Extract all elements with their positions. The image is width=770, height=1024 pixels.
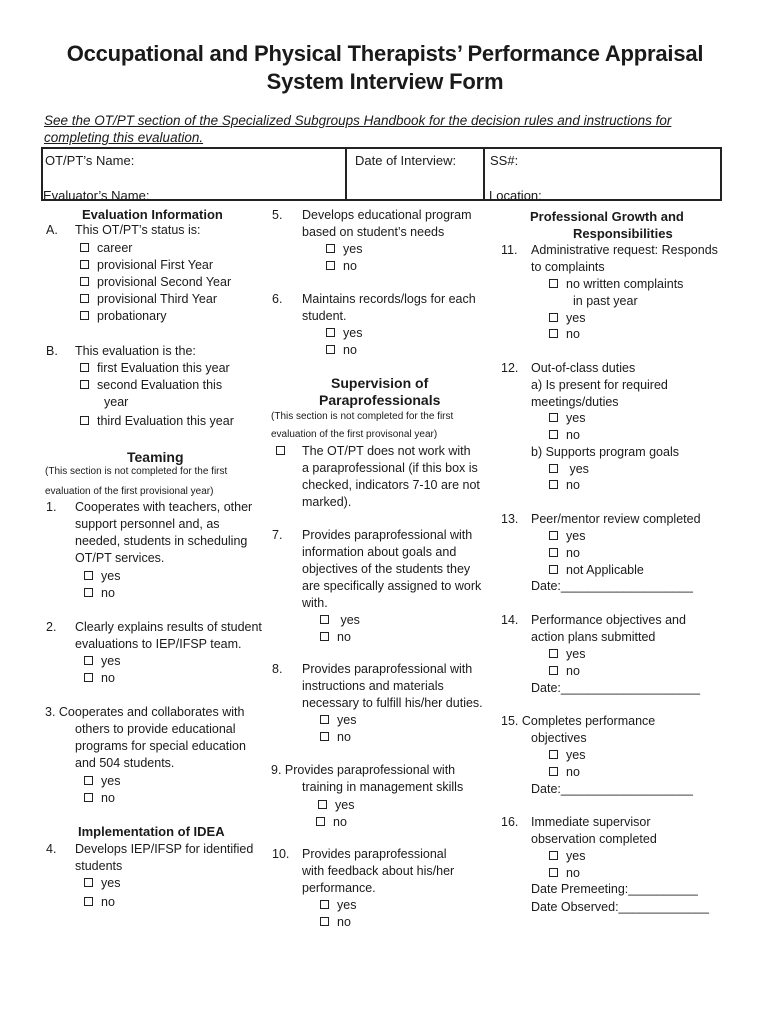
question-7-text: Provides paraprofessional with (302, 528, 473, 542)
item-number: 2. (46, 620, 57, 634)
checkbox[interactable] (84, 776, 93, 785)
question-1-text: support personnel and, as (75, 517, 220, 531)
no-paraprofessional-text: The OT/PT does not work with (302, 444, 471, 458)
question-5-text: Develops educational program (302, 208, 472, 222)
status-option-probationary[interactable]: probationary (80, 308, 167, 325)
item-number: A. (46, 223, 58, 237)
checkbox[interactable] (549, 480, 558, 489)
question-15-text: objectives (531, 731, 587, 745)
checkbox[interactable] (320, 900, 329, 909)
checkbox[interactable] (318, 800, 327, 809)
checkbox[interactable] (549, 767, 558, 776)
question-16-text: observation completed (531, 832, 657, 846)
question-11-text: Administrative request: Responds (531, 243, 718, 257)
checkbox[interactable] (80, 363, 89, 372)
question-16-no[interactable]: no (549, 865, 580, 882)
question-10-text: with feedback about his/her (302, 864, 455, 878)
supervision-note: evaluation of the first provisonal year) (271, 429, 438, 440)
question-2-no[interactable]: no (84, 670, 115, 687)
question-9-no[interactable]: no (316, 814, 347, 831)
question-6-text: student. (302, 309, 347, 323)
ss-number-label: SS#: (490, 153, 519, 168)
professional-growth-heading: Professional Growth and (530, 209, 684, 224)
question-3-yes[interactable]: yes (84, 773, 120, 790)
professional-growth-heading: Responsibilities (573, 226, 673, 241)
checkbox[interactable] (276, 446, 285, 455)
checkbox[interactable] (320, 715, 329, 724)
question-5-yes[interactable]: yes (326, 241, 362, 258)
question-15-yes[interactable]: yes (549, 747, 585, 764)
checkbox[interactable] (84, 571, 93, 580)
status-option-third-year[interactable]: provisional Third Year (80, 291, 217, 308)
status-option-second-year[interactable]: provisional Second Year (80, 274, 231, 291)
item-number: 14. (501, 613, 519, 627)
instructions-text: See the OT/PT section of the Specialized Subgroups Handbook for the decision rules and instructions for completing this evaluation. (44, 113, 672, 145)
evaluator-name-label: Evaluator’s Name: (43, 188, 150, 203)
no-paraprofessional-text: a paraprofessional (if this box is (302, 461, 478, 475)
checkbox[interactable] (84, 897, 93, 906)
location-label: Location: (489, 188, 542, 203)
checkbox[interactable] (326, 261, 335, 270)
question-13-text: Peer/mentor review completed (531, 512, 701, 526)
second-evaluation-option[interactable]: second Evaluation this (80, 377, 222, 394)
question-16-yes[interactable]: yes (549, 848, 585, 865)
item-number: 10. (272, 847, 290, 861)
question-11-no[interactable]: no (549, 326, 580, 343)
checkbox[interactable] (84, 673, 93, 682)
question-7-text: objectives of the students they (302, 562, 471, 576)
question-8-text: instructions and materials (302, 679, 444, 693)
checkbox[interactable] (326, 345, 335, 354)
checkbox[interactable] (549, 548, 558, 557)
item-number: 13. (501, 512, 519, 526)
checkbox[interactable] (80, 416, 89, 425)
question-12-text: Out-of-class duties (531, 361, 636, 375)
no-paraprofessional-text: checked, indicators 7-10 are not (302, 478, 480, 492)
item-number: 1. (46, 500, 57, 514)
question-12a-no[interactable]: no (549, 427, 580, 444)
question-7-text: with. (302, 596, 328, 610)
checkbox[interactable] (549, 868, 558, 877)
checkbox[interactable] (549, 531, 558, 540)
question-15-text: 15. Completes performance (501, 714, 656, 728)
date-of-interview-label: Date of Interview: (355, 153, 457, 168)
checkbox[interactable] (549, 851, 558, 860)
status-question: This OT/PT’s status is: (75, 223, 201, 237)
checkbox[interactable] (84, 878, 93, 887)
question-15-date-field[interactable]: Date:___________________ (531, 782, 693, 796)
question-11-text: to complaints (531, 260, 605, 274)
question-3-text: and 504 students. (75, 756, 175, 770)
checkbox[interactable] (320, 632, 329, 641)
question-14-no[interactable]: no (549, 663, 580, 680)
question-3-text: 3. Cooperates and collaborates with (45, 705, 245, 719)
divider (483, 149, 485, 199)
checkbox[interactable] (80, 311, 89, 320)
question-13-yes[interactable]: yes (549, 528, 585, 545)
item-number: 5. (272, 208, 283, 222)
question-11-yes[interactable]: yes (549, 310, 585, 327)
question-4-text: students (75, 859, 123, 873)
question-1-no[interactable]: no (84, 585, 115, 602)
checkbox[interactable] (549, 565, 558, 574)
checkbox[interactable] (326, 328, 335, 337)
question-10-yes[interactable]: yes (320, 897, 356, 914)
date-premeeting-field[interactable]: Date Premeeting:__________ (531, 882, 698, 896)
no-written-complaints-option[interactable]: no written complaints (549, 276, 683, 293)
question-3-text: programs for special education (75, 739, 246, 753)
supervision-heading: Supervision of (331, 375, 429, 391)
checkbox[interactable] (320, 615, 329, 624)
status-option-career[interactable]: career (80, 240, 132, 257)
checkbox[interactable] (320, 732, 329, 741)
question-2-text: evaluations to IEP/IFSP team. (75, 637, 242, 651)
item-number: 4. (46, 842, 57, 856)
supervision-note: (This section is not completed for the first (271, 411, 454, 422)
question-10-text: Provides paraprofessional (302, 847, 447, 861)
checkbox[interactable] (549, 313, 558, 322)
item-number: 11. (501, 243, 518, 257)
checkbox[interactable] (80, 277, 89, 286)
teaming-heading: Teaming (127, 449, 184, 465)
question-6-text: Maintains records/logs for each (302, 292, 476, 306)
question-10-text: performance. (302, 881, 376, 895)
checkbox[interactable] (80, 260, 89, 269)
question-8-yes[interactable]: yes (320, 712, 356, 729)
no-paraprofessional-option[interactable] (276, 443, 293, 460)
checkbox[interactable] (80, 243, 89, 252)
question-5-no[interactable]: no (326, 258, 357, 275)
teaming-note: evaluation of the first provisional year) (45, 486, 214, 497)
item-number: B. (46, 344, 58, 358)
question-7-text: information about goals and (302, 545, 457, 559)
question-14-text: Performance objectives and (531, 613, 686, 627)
question-8-text: necessary to fulfill his/her duties. (302, 696, 483, 710)
question-14-yes[interactable]: yes (549, 646, 585, 663)
question-3-no[interactable]: no (84, 790, 115, 807)
checkbox[interactable] (549, 430, 558, 439)
implementation-of-idea-heading: Implementation of IDEA (78, 824, 225, 839)
form-title: Occupational and Physical Therapists’ Performance Appraisal System Interview Form (66, 41, 704, 94)
checkbox[interactable] (84, 793, 93, 802)
question-10-no[interactable]: no (320, 914, 351, 931)
checkbox[interactable] (549, 464, 558, 473)
question-9-yes[interactable]: yes (318, 797, 354, 814)
question-6-no[interactable]: no (326, 342, 357, 359)
question-7-no[interactable]: no (320, 629, 351, 646)
item-number: 16. (501, 815, 519, 829)
checkbox[interactable] (549, 666, 558, 675)
question-12a-text: a) Is present for required (531, 378, 668, 392)
question-12b-yes[interactable]: yes (549, 461, 589, 478)
evaluation-information-heading: Evaluation Information (82, 207, 223, 222)
question-15-no[interactable]: no (549, 764, 580, 781)
divider (345, 149, 347, 199)
question-13-date-field[interactable]: Date:___________________ (531, 579, 693, 593)
option-continuation: year (104, 395, 129, 409)
question-1-text: Cooperates with teachers, other (75, 500, 253, 514)
question-8-no[interactable]: no (320, 729, 351, 746)
date-observed-field[interactable]: Date Observed:_____________ (531, 900, 709, 914)
question-1-text: OT/PT services. (75, 551, 165, 565)
item-number: 8. (272, 662, 283, 676)
checkbox[interactable] (549, 329, 558, 338)
checkbox[interactable] (549, 279, 558, 288)
question-13-not-applicable[interactable]: not Applicable (549, 562, 644, 579)
question-1-yes[interactable]: yes (84, 568, 120, 585)
question-6-yes[interactable]: yes (326, 325, 362, 342)
question-4-text: Develops IEP/IFSP for identified (75, 842, 254, 856)
supervision-heading: Paraprofessionals (319, 392, 441, 408)
question-12b-no[interactable]: no (549, 477, 580, 494)
question-12b-text: b) Supports program goals (531, 445, 679, 459)
checkbox[interactable] (84, 656, 93, 665)
question-4-no[interactable]: no (84, 894, 115, 911)
item-number: 7. (272, 528, 283, 542)
question-16-text: Immediate supervisor (531, 815, 651, 829)
question-1-text: needed, students in scheduling (75, 534, 248, 548)
question-8-text: Provides paraprofessional with (302, 662, 473, 676)
teaming-note: (This section is not completed for the first (45, 466, 228, 477)
question-5-text: based on student’s needs (302, 225, 445, 239)
question-2-text: Clearly explains results of student (75, 620, 262, 634)
first-evaluation-option[interactable]: first Evaluation this year (80, 360, 230, 377)
checkbox[interactable] (80, 294, 89, 303)
checkbox[interactable] (549, 649, 558, 658)
checkbox[interactable] (316, 817, 325, 826)
checkbox[interactable] (320, 917, 329, 926)
question-13-no[interactable]: no (549, 545, 580, 562)
no-paraprofessional-text: marked). (302, 495, 352, 509)
status-option-first-year[interactable]: provisional First Year (80, 257, 213, 274)
third-evaluation-option[interactable]: third Evaluation this year (80, 413, 234, 430)
question-7-text: are specifically assigned to work (302, 579, 482, 593)
question-9-text: 9. Provides paraprofessional with (271, 763, 456, 777)
question-14-date-field[interactable]: Date:____________________ (531, 681, 700, 695)
question-12a-yes[interactable]: yes (549, 410, 585, 427)
option-continuation: in past year (573, 294, 638, 308)
question-7-yes[interactable]: yes (320, 612, 360, 629)
question-4-yes[interactable]: yes (84, 875, 120, 892)
question-14-text: action plans submitted (531, 630, 656, 644)
checkbox[interactable] (549, 750, 558, 759)
checkbox[interactable] (84, 588, 93, 597)
question-9-text: training in management skills (302, 780, 464, 794)
checkbox[interactable] (80, 380, 89, 389)
question-3-text: others to provide educational (75, 722, 236, 736)
item-number: 6. (272, 292, 283, 306)
question-2-yes[interactable]: yes (84, 653, 120, 670)
checkbox[interactable] (549, 413, 558, 422)
question-12a-text: meetings/duties (531, 395, 619, 409)
ot-pt-name-label: OT/PT’s Name: (45, 153, 135, 168)
item-number: 12. (501, 361, 519, 375)
checkbox[interactable] (326, 244, 335, 253)
evaluation-number-question: This evaluation is the: (75, 344, 196, 358)
